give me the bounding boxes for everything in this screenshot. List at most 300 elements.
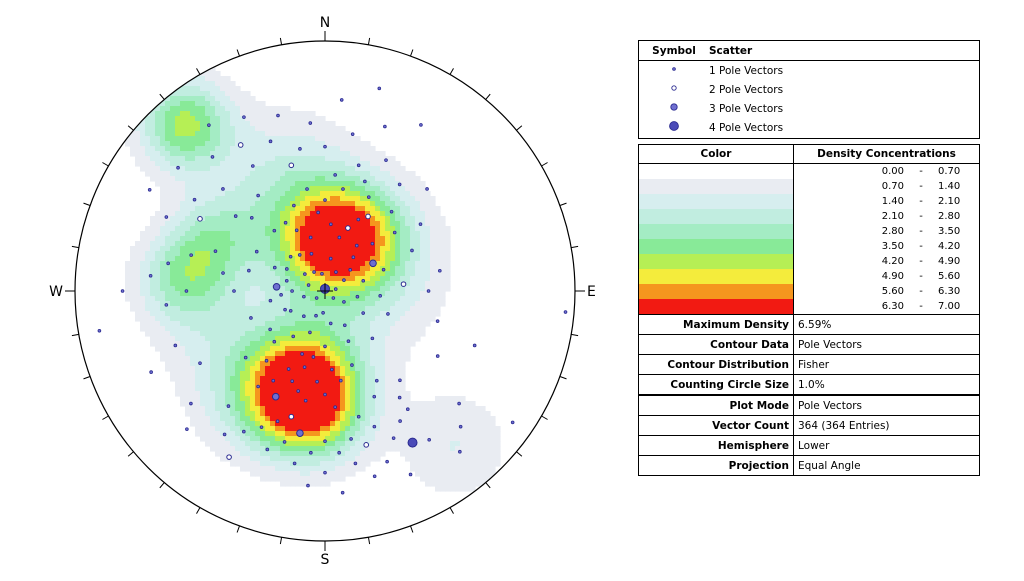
contour-cell <box>275 411 281 417</box>
contour-cell <box>335 281 341 287</box>
contour-cell <box>435 256 441 262</box>
azimuth-tick <box>411 49 413 56</box>
contour-cell <box>375 251 381 257</box>
pole-point <box>284 308 287 311</box>
pole-point <box>198 217 203 222</box>
contour-cell <box>225 266 231 272</box>
contour-cell <box>275 441 281 447</box>
contour-cell <box>410 301 416 307</box>
contour-cell <box>315 331 321 337</box>
contour-cell <box>460 476 466 482</box>
contour-cell <box>145 321 151 327</box>
contour-cell <box>250 121 256 127</box>
contour-cell <box>225 321 231 327</box>
contour-cell <box>420 226 426 232</box>
contour-cell <box>315 471 321 477</box>
contour-cell <box>275 176 281 182</box>
contour-cell <box>315 466 321 472</box>
contour-cell <box>185 311 191 317</box>
contour-cell <box>180 186 186 192</box>
contour-cell <box>175 221 181 227</box>
contour-cell <box>335 191 341 197</box>
contour-cell <box>220 226 226 232</box>
contour-cell <box>420 271 426 277</box>
contour-cell <box>450 411 456 417</box>
contour-cell <box>155 221 161 227</box>
contour-cell <box>375 371 381 377</box>
contour-cell <box>355 261 361 267</box>
pole-point <box>375 379 378 382</box>
contour-cell <box>325 271 331 277</box>
contour-cell <box>205 286 211 292</box>
contour-cell <box>160 301 166 307</box>
contour-cell <box>200 426 206 432</box>
contour-cell <box>380 306 386 312</box>
contour-cell <box>195 211 201 217</box>
pole-point <box>309 451 312 454</box>
contour-cell <box>280 186 286 192</box>
contour-cell <box>365 431 371 437</box>
contour-cell <box>310 466 316 472</box>
contour-cell <box>240 381 246 387</box>
contour-cell <box>315 456 321 462</box>
contour-cell <box>155 171 161 177</box>
contour-cell <box>270 306 276 312</box>
contour-cell <box>195 271 201 277</box>
contour-cell <box>300 131 306 137</box>
contour-cell <box>285 446 291 452</box>
contour-cell <box>390 286 396 292</box>
contour-cell <box>275 471 281 477</box>
contour-cell <box>165 156 171 162</box>
contour-cell <box>345 241 351 247</box>
contour-cell <box>280 346 286 352</box>
contour-cell <box>320 136 326 142</box>
contour-cell <box>375 326 381 332</box>
contour-cell <box>265 256 271 262</box>
contour-cell <box>260 101 266 107</box>
contour-cell <box>210 416 216 422</box>
contour-cell <box>380 231 386 237</box>
contour-cell <box>360 406 366 412</box>
contour-cell <box>485 436 491 442</box>
contour-cell <box>225 226 231 232</box>
contour-cell <box>280 271 286 277</box>
contour-cell <box>205 436 211 442</box>
contour-cell <box>435 286 441 292</box>
contour-cell <box>270 116 276 122</box>
contour-cell <box>300 166 306 172</box>
contour-cell <box>210 96 216 102</box>
contour-cell <box>170 181 176 187</box>
contour-cell <box>390 381 396 387</box>
contour-cell <box>350 201 356 207</box>
contour-cell <box>445 441 451 447</box>
contour-cell <box>145 131 151 137</box>
contour-cell <box>370 166 376 172</box>
info-row <box>639 416 979 436</box>
contour-cell <box>295 361 301 367</box>
contour-cell <box>310 281 316 287</box>
contour-cell <box>390 406 396 412</box>
contour-cell <box>340 331 346 337</box>
contour-cell <box>185 406 191 412</box>
contour-cell <box>395 411 401 417</box>
contour-cell <box>285 106 291 112</box>
contour-cell <box>245 321 251 327</box>
contour-cell <box>210 141 216 147</box>
pole-point <box>357 415 360 418</box>
contour-cell <box>295 296 301 302</box>
contour-cell <box>375 151 381 157</box>
contour-cell <box>165 131 171 137</box>
contour-cell <box>210 381 216 387</box>
contour-cell <box>425 316 431 322</box>
contour-cell <box>280 156 286 162</box>
contour-cell <box>330 156 336 162</box>
contour-cell <box>315 126 321 132</box>
contour-cell <box>230 381 236 387</box>
contour-cell <box>165 206 171 212</box>
contour-cell <box>275 371 281 377</box>
contour-cell <box>155 131 161 137</box>
azimuth-tick <box>542 163 548 167</box>
contour-cell <box>340 241 346 247</box>
contour-cell <box>325 456 331 462</box>
contour-cell <box>235 336 241 342</box>
contour-cell <box>165 116 171 122</box>
pole-point <box>329 223 332 226</box>
contour-cell <box>265 221 271 227</box>
contour-cell <box>390 191 396 197</box>
contour-cell <box>155 151 161 157</box>
contour-cell <box>185 306 191 312</box>
contour-cell <box>465 431 471 437</box>
contour-cell <box>200 151 206 157</box>
contour-cell <box>220 381 226 387</box>
contour-cell <box>430 471 436 477</box>
contour-cell <box>145 106 151 112</box>
contour-cell <box>310 196 316 202</box>
contour-cell <box>350 306 356 312</box>
contour-cell <box>295 471 301 477</box>
contour-cell <box>345 261 351 267</box>
contour-cell <box>160 261 166 267</box>
contour-cell <box>420 296 426 302</box>
contour-cell <box>330 226 336 232</box>
contour-cell <box>180 116 186 122</box>
contour-cell <box>350 431 356 437</box>
contour-cell <box>360 431 366 437</box>
pole-point <box>390 210 393 213</box>
contour-cell <box>270 196 276 202</box>
contour-cell <box>270 276 276 282</box>
contour-cell <box>440 246 446 252</box>
contour-cell <box>390 341 396 347</box>
contour-cell <box>400 241 406 247</box>
contour-cell <box>380 351 386 357</box>
contour-cell <box>215 216 221 222</box>
contour-cell <box>160 271 166 277</box>
contour-cell <box>405 401 411 407</box>
contour-cell <box>300 481 306 487</box>
contour-cell <box>215 406 221 412</box>
contour-cell <box>385 421 391 427</box>
contour-cell <box>200 296 206 302</box>
contour-cell <box>360 401 366 407</box>
contour-cell <box>255 346 261 352</box>
contour-cell <box>270 331 276 337</box>
contour-cell <box>195 111 201 117</box>
contour-cell <box>180 391 186 397</box>
contour-cell <box>190 101 196 107</box>
contour-cell <box>250 256 256 262</box>
pole-point <box>379 294 382 297</box>
contour-cell <box>300 276 306 282</box>
contour-cell <box>360 291 366 297</box>
contour-cell <box>410 401 416 407</box>
contour-cell <box>160 321 166 327</box>
contour-cell <box>340 226 346 232</box>
contour-cell <box>370 296 376 302</box>
contour-cell <box>305 411 311 417</box>
contour-cell <box>205 86 211 92</box>
contour-cell <box>140 301 146 307</box>
contour-cell <box>395 326 401 332</box>
contour-cell <box>265 441 271 447</box>
contour-cell <box>250 171 256 177</box>
contour-cell <box>460 471 466 477</box>
contour-cell <box>270 436 276 442</box>
contour-cell <box>240 131 246 137</box>
contour-cell <box>350 376 356 382</box>
contour-cell <box>345 161 351 167</box>
pole-point <box>351 133 354 136</box>
contour-cell <box>165 366 171 372</box>
contour-cell <box>400 361 406 367</box>
contour-cell <box>290 426 296 432</box>
contour-cell <box>220 126 226 132</box>
contour-cell <box>185 246 191 252</box>
contour-cell <box>315 446 321 452</box>
contour-cell <box>185 381 191 387</box>
contour-cell <box>225 141 231 147</box>
contour-cell <box>400 206 406 212</box>
contour-cell <box>245 241 251 247</box>
contour-cell <box>475 461 481 467</box>
contour-cell <box>285 421 291 427</box>
contour-cell <box>190 336 196 342</box>
contour-cell <box>410 191 416 197</box>
pole-point <box>149 274 152 277</box>
contour-cell <box>395 321 401 327</box>
contour-cell <box>220 441 226 447</box>
azimuth-tick <box>197 508 201 514</box>
pole-point <box>165 216 168 219</box>
contour-cell <box>465 481 471 487</box>
pole-point <box>302 315 305 318</box>
contour-cell <box>215 181 221 187</box>
contour-cell <box>175 126 181 132</box>
contour-cell <box>325 126 331 132</box>
contour-cell <box>260 226 266 232</box>
contour-cell <box>335 356 341 362</box>
contour-cell <box>230 246 236 252</box>
contour-cell <box>240 286 246 292</box>
pole-point <box>242 430 245 433</box>
contour-cell <box>440 406 446 412</box>
contour-cell <box>270 446 276 452</box>
contour-cell <box>245 411 251 417</box>
contour-cell <box>410 186 416 192</box>
contour-cell <box>245 106 251 112</box>
contour-cell <box>175 321 181 327</box>
contour-cell <box>450 406 456 412</box>
contour-cell <box>255 451 261 457</box>
contour-cell <box>315 181 321 187</box>
contour-cell <box>375 181 381 187</box>
contour-cell <box>155 276 161 282</box>
contour-cell <box>190 241 196 247</box>
contour-cell <box>270 321 276 327</box>
contour-cell <box>290 406 296 412</box>
legend-symbol <box>639 80 709 99</box>
contour-cell <box>330 276 336 282</box>
contour-cell <box>220 371 226 377</box>
contour-cell <box>210 426 216 432</box>
contour-cell <box>345 211 351 217</box>
contour-cell <box>265 201 271 207</box>
contour-cell <box>285 146 291 152</box>
azimuth-tick <box>411 526 413 533</box>
contour-cell <box>450 476 456 482</box>
pole-point <box>382 268 385 271</box>
contour-cell <box>235 226 241 232</box>
contour-cell <box>205 391 211 397</box>
contour-cell <box>390 446 396 452</box>
contour-cell <box>370 386 376 392</box>
contour-cell <box>390 431 396 437</box>
contour-cell <box>365 331 371 337</box>
contour-cell <box>160 126 166 132</box>
contour-cell <box>220 261 226 267</box>
contour-cell <box>220 311 226 317</box>
contour-cell <box>415 226 421 232</box>
contour-cell <box>265 286 271 292</box>
contour-cell <box>420 286 426 292</box>
contour-cell <box>365 461 371 467</box>
contour-cell <box>220 456 226 462</box>
contour-cell <box>225 241 231 247</box>
contour-cell <box>255 231 261 237</box>
contour-cell <box>405 221 411 227</box>
contour-cell <box>330 441 336 447</box>
contour-cell <box>295 261 301 267</box>
contour-cell <box>155 316 161 322</box>
contour-cell <box>255 321 261 327</box>
contour-cell <box>240 281 246 287</box>
contour-cell <box>310 111 316 117</box>
contour-cell <box>365 146 371 152</box>
contour-cell <box>245 236 251 242</box>
pole-point <box>322 311 325 314</box>
contour-cell <box>200 206 206 212</box>
density-max: 0.70 <box>938 166 961 177</box>
contour-cell <box>350 271 356 277</box>
contour-cell <box>375 161 381 167</box>
contour-cell <box>130 141 136 147</box>
contour-cell <box>320 241 326 247</box>
contour-cell <box>445 286 451 292</box>
contour-cell <box>295 456 301 462</box>
contour-cell <box>415 266 421 272</box>
contour-cell <box>185 346 191 352</box>
contour-cell <box>360 466 366 472</box>
contour-cell <box>355 271 361 277</box>
contour-cell <box>430 221 436 227</box>
contour-cell <box>460 456 466 462</box>
contour-cell <box>340 411 346 417</box>
contour-cell <box>220 341 226 347</box>
contour-cell <box>175 171 181 177</box>
contour-cell <box>285 476 291 482</box>
contour-cell <box>235 416 241 422</box>
contour-cell <box>350 261 356 267</box>
contour-cell <box>270 236 276 242</box>
contour-cell <box>275 151 281 157</box>
contour-cell <box>195 126 201 132</box>
contour-cell <box>410 336 416 342</box>
contour-cell <box>220 356 226 362</box>
contour-cell <box>325 431 331 437</box>
contour-cell <box>165 126 171 132</box>
contour-cell <box>150 136 156 142</box>
contour-cell <box>425 281 431 287</box>
contour-cell <box>370 176 376 182</box>
contour-cell <box>405 341 411 347</box>
contour-cell <box>170 231 176 237</box>
contour-cell <box>145 166 151 172</box>
contour-cell <box>460 406 466 412</box>
contour-cell <box>165 266 171 272</box>
contour-cell <box>320 376 326 382</box>
contour-cell <box>255 396 261 402</box>
contour-cell <box>190 411 196 417</box>
contour-cell <box>385 291 391 297</box>
contour-cell <box>365 256 371 262</box>
contour-cell <box>160 346 166 352</box>
contour-cell <box>255 236 261 242</box>
contour-cell <box>295 366 301 372</box>
contour-cell <box>370 226 376 232</box>
contour-cell <box>320 406 326 412</box>
contour-cell <box>310 411 316 417</box>
contour-cell <box>275 351 281 357</box>
contour-cell <box>280 286 286 292</box>
contour-cell <box>205 106 211 112</box>
contour-cell <box>235 291 241 297</box>
contour-cell <box>345 411 351 417</box>
contour-cell <box>465 411 471 417</box>
contour-cell <box>265 436 271 442</box>
contour-cell <box>365 311 371 317</box>
contour-cell <box>135 256 141 262</box>
contour-cell <box>305 296 311 302</box>
contour-cell <box>180 366 186 372</box>
contour-cell <box>395 371 401 377</box>
contour-cell <box>340 206 346 212</box>
contour-cell <box>220 76 226 82</box>
